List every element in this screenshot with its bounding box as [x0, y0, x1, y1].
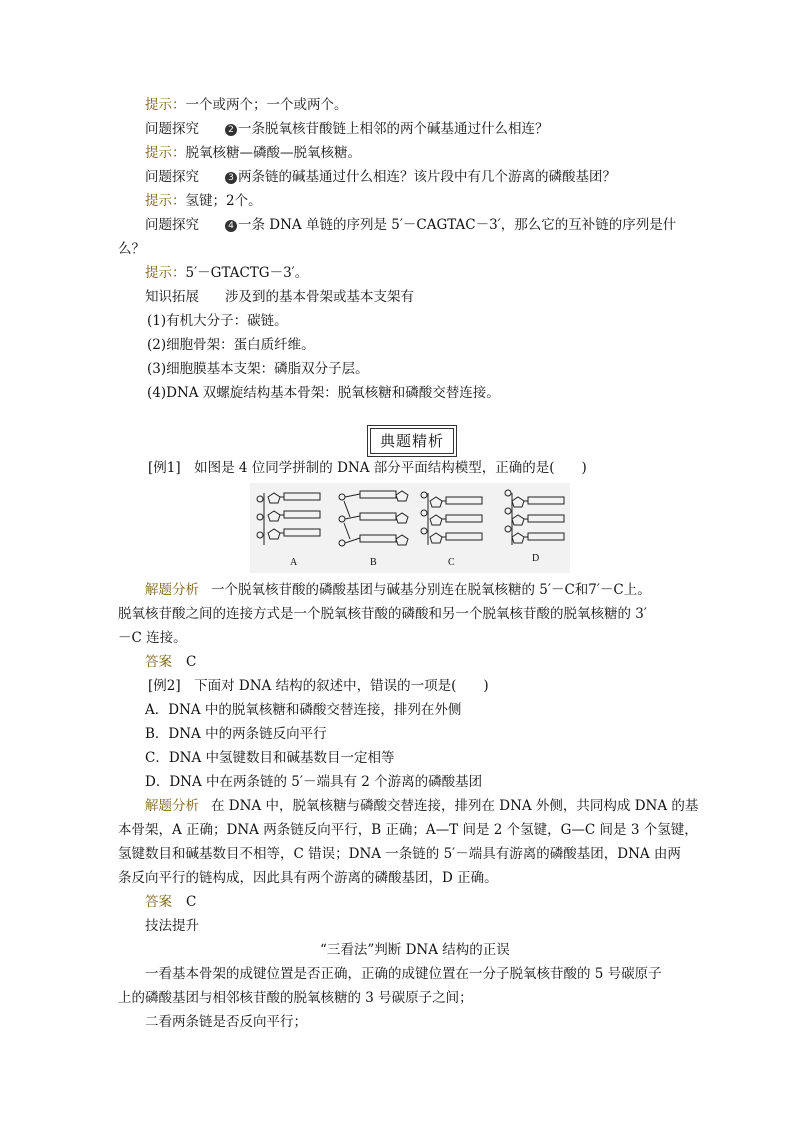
example2-analysis-line-3: 氢键数目和碱基数目不相等，C 错误；DNA 一条链的 5′－端具有游离的磷酸基团，DNA 由两 — [118, 846, 681, 862]
example1-analysis-line-2: 脱氧核苷酸之间的连接方式是一个脱氧核苷酸的磷酸和另一个脱氧核苷酸的脱氧核糖的 3′ — [118, 606, 647, 622]
inquiry-text-cont: 么？ — [118, 241, 145, 257]
model-b — [339, 491, 408, 546]
skills-subtitle: “三看法”判断 DNA 结构的正误 — [320, 942, 510, 958]
inquiry-label: 问题探究 — [145, 217, 199, 233]
answer-label: 答案 — [145, 894, 172, 910]
hint-line-4 — [145, 263, 308, 283]
hint-line-3 — [145, 191, 262, 211]
knowledge-item-4: (4)DNA 双螺旋结构基本骨架：脱氧核糖和磷酸交替连接。 — [147, 385, 500, 401]
skills-paragraph-line-3: 二看两条链是否反向平行； — [145, 1014, 307, 1030]
analysis-text: 在 DNA 中，脱氧核糖与磷酸交替连接，排列在 DNA 外侧，共同构成 DNA 的基 — [211, 798, 699, 814]
inquiry-text: 两条链的碱基通过什么相连？该片段中有几个游离的磷酸基团？ — [238, 169, 616, 185]
answer-value: C — [186, 654, 197, 670]
example1-analysis-line-1 — [145, 580, 651, 600]
knowledge-item-3: (3)细胞膜基本支架：磷脂双分子层。 — [147, 361, 369, 377]
model-d — [505, 490, 564, 545]
inquiry-label: 问题探究 — [145, 121, 199, 137]
example2-analysis-line-4: 条反向平行的链构成，因此具有两个游离的磷酸基团，D 正确。 — [118, 870, 498, 886]
hint-label: 提示： — [145, 265, 186, 281]
skills-paragraph-line-1: 一看基本骨架的成键位置是否正确，正确的成键位置在一分子脱氧核苷酸的 5 号碳原子 — [145, 966, 662, 982]
option-b: B．DNA 中的两条链反向平行 — [145, 726, 327, 742]
example1-question: [例1] 如图是 4 位同学拼制的 DNA 部分平面结构模型，正确的是( ) — [148, 460, 587, 476]
analysis-label: 解题分析 — [145, 582, 199, 598]
example1-answer — [145, 652, 196, 672]
figure-label-a: A — [290, 557, 298, 568]
knowledge-heading — [145, 287, 414, 307]
number-2-icon: 2 — [225, 124, 237, 136]
example1-analysis-line-3: －C 连接。 — [118, 630, 187, 646]
knowledge-item-2: (2)细胞骨架：蛋白质纤维。 — [147, 337, 315, 353]
skills-heading: 技法提升 — [145, 918, 199, 934]
number-4-icon: 4 — [225, 220, 237, 232]
hint-label: 提示： — [145, 97, 186, 113]
hint-label: 提示： — [145, 145, 186, 161]
figure-label-b: B — [370, 557, 377, 568]
figure-label-d: D — [532, 553, 540, 564]
example2-analysis-line-2: 本骨架，A 正确；DNA 两条链反向平行，B 正确；A—T 间是 2 个氢键，G—C 间是 3 个氢键， — [118, 822, 698, 838]
answer-label: 答案 — [145, 654, 172, 670]
inquiry-text: 一条 DNA 单链的序列是 5′－CAGTAC－3′，那么它的互补链的序列是什 — [238, 217, 677, 233]
model-a — [257, 493, 320, 545]
hint-line-2 — [145, 143, 361, 163]
inquiry-line-4 — [145, 215, 676, 235]
inquiry-line-2 — [145, 119, 549, 139]
dna-model-figure — [250, 483, 570, 573]
analysis-text: 一个脱氧核苷酸的磷酸基团与碱基分别连在脱氧核糖的 5′－C和7′－C上。 — [211, 582, 651, 598]
hint-line-1 — [145, 95, 348, 115]
hint-text: 一个或两个；一个或两个。 — [185, 97, 348, 113]
hint-label: 提示： — [145, 193, 186, 209]
number-3-icon: 3 — [225, 172, 237, 184]
figure-label-c: C — [448, 557, 455, 568]
skills-paragraph-line-2: 上的磷酸基团与相邻核苷酸的脱氧核糖的 3 号碳原子之间； — [118, 990, 473, 1006]
dna-models-svg — [250, 483, 570, 573]
example2-analysis-line-1 — [145, 796, 698, 816]
inquiry-line-3 — [145, 167, 616, 187]
knowledge-label: 知识拓展 — [145, 289, 199, 305]
example2-question: [例2] 下面对 DNA 结构的叙述中，错误的一项是( ) — [148, 678, 489, 694]
model-c — [421, 492, 482, 545]
option-c: C．DNA 中氢键数目和碱基数目一定相等 — [145, 750, 395, 766]
answer-value: C — [186, 894, 197, 910]
inquiry-label: 问题探究 — [145, 169, 199, 185]
inquiry-line-4-cont — [118, 239, 145, 259]
analysis-label: 解题分析 — [145, 798, 199, 814]
inquiry-text: 一条脱氧核苷酸链上相邻的两个碱基通过什么相连？ — [238, 121, 549, 137]
example2-answer — [145, 892, 196, 912]
option-d: D．DNA 中在两条链的 5′－端具有 2 个游离的磷酸基团 — [145, 774, 483, 790]
section-title-box: 典题精析 — [370, 428, 454, 454]
knowledge-text: 涉及到的基本骨架或基本支架有 — [225, 289, 414, 305]
option-a: A．DNA 中的脱氧核糖和磷酸交替连接，排列在外侧 — [145, 702, 462, 718]
knowledge-item-1: (1)有机大分子：碳链。 — [147, 313, 288, 329]
hint-text: 5′－GTACTG－3′。 — [185, 265, 309, 281]
hint-text: 脱氧核糖—磷酸—脱氧核糖。 — [185, 145, 361, 161]
hint-text: 氢键；2个。 — [185, 193, 262, 209]
